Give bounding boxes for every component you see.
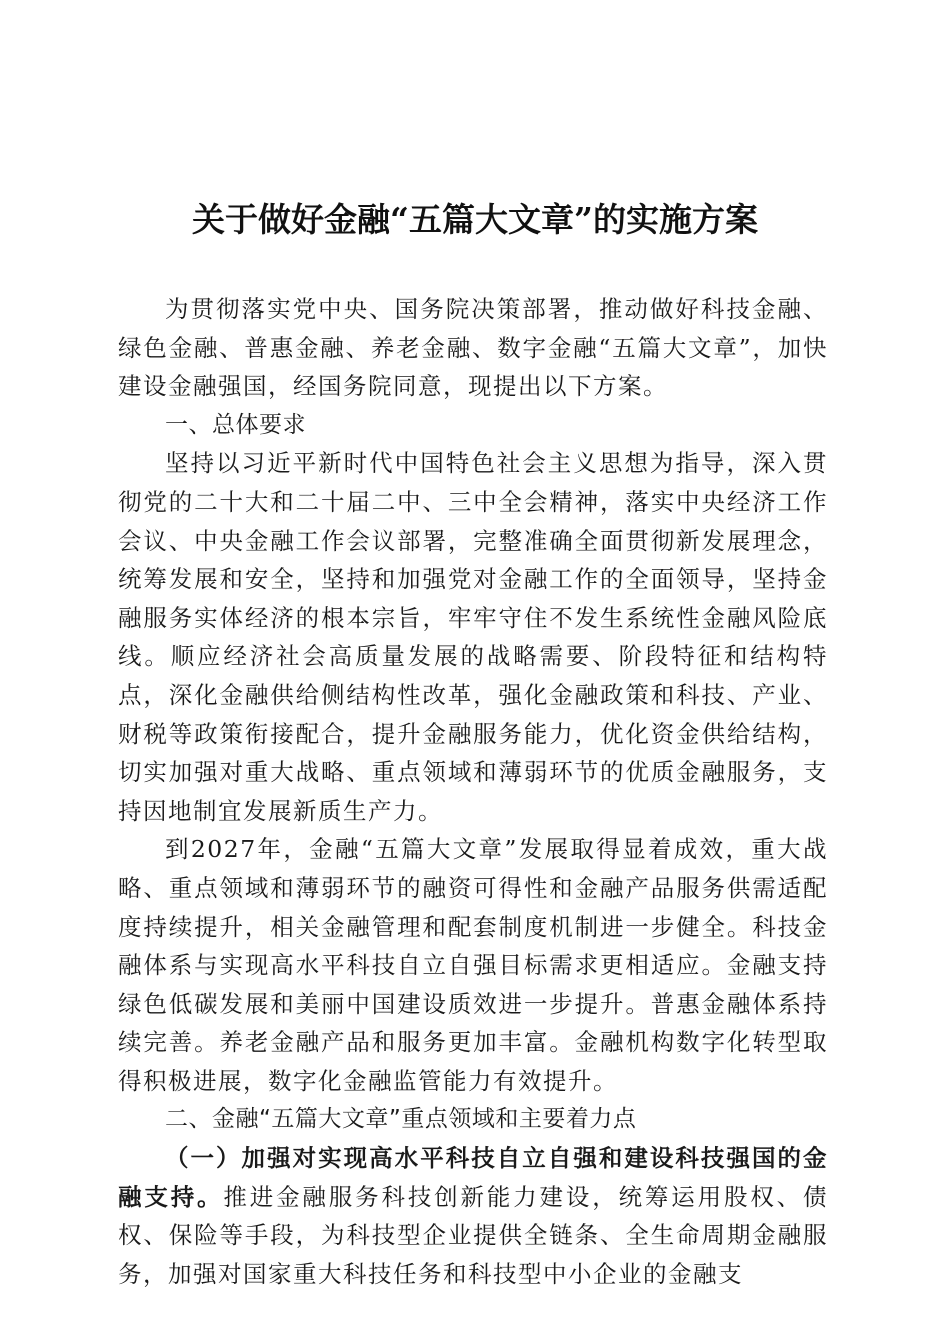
document-body <box>118 290 828 1293</box>
section-2-heading: 二、金融“五篇大文章”重点领域和主要着力点 <box>165 1106 637 1133</box>
section-1-paragraph-1: 坚持以习近平新时代中国特色社会主义思想为指导，深入贯彻党的二十大和二十届二中、三中全会精神，落实中央经济工作会议、中央金融工作会议部署，完整准确全面贯彻新发展理念，统筹发展和安全，坚持和加强党对金融工作的全面领导，坚持金融服务实体经济的根本宗旨，牢牢守住不发生系统性金融风险底线。顺应经济社会高质量发展的战略需要、阶段特征和结构特点，深化金融供给侧结构性改革，强化金融政策和科技、产业、财税等政策衔接配合，提升金融服务能力，优化资金供给结构，切实加强对重大战略、重点领域和薄弱环节的优质金融服务，支持因地制宜发展新质生产力。 <box>118 449 828 825</box>
section-2-subsection-1 <box>118 1139 828 1293</box>
section-1-heading: 一、总体要求 <box>165 411 306 438</box>
section-1-paragraph-2: 到2027年，金融“五篇大文章”发展取得显着成效，重大战略、重点领域和薄弱环节的融资可得性和金融产品服务供需适配度持续提升，相关金融管理和配套制度机制进一步健全。科技金融体系与实现高水平科技自立自强目标需求更相适应。金融支持绿色低碳发展和美丽中国建设质效进一步提升。普惠金融体系持续完善。养老金融产品和服务更加丰富。金融机构数字化转型取得积极进展，数字化金融监管能力有效提升。 <box>118 835 828 1095</box>
subsection-1-title: （一）加强对实现高水平科技自立自强和建设科技强国的金融支持。 <box>118 1144 828 1211</box>
subsection-1-body: 推进金融服务科技创新能力建设，统筹运用股权、债权、保险等手段，为科技型企业提供全链条、全生命周期金融服务，加强对国家重大科技任务和科技型中小企业的金融支 <box>118 1182 829 1288</box>
intro-paragraph: 为贯彻落实党中央、国务院决策部署，推动做好科技金融、绿色金融、普惠金融、养老金融、数字金融“五篇大文章”，加快建设金融强国，经国务院同意，现提出以下方案。 <box>118 295 828 401</box>
document-title: 关于做好金融“五篇大文章”的实施方案 <box>192 200 758 239</box>
